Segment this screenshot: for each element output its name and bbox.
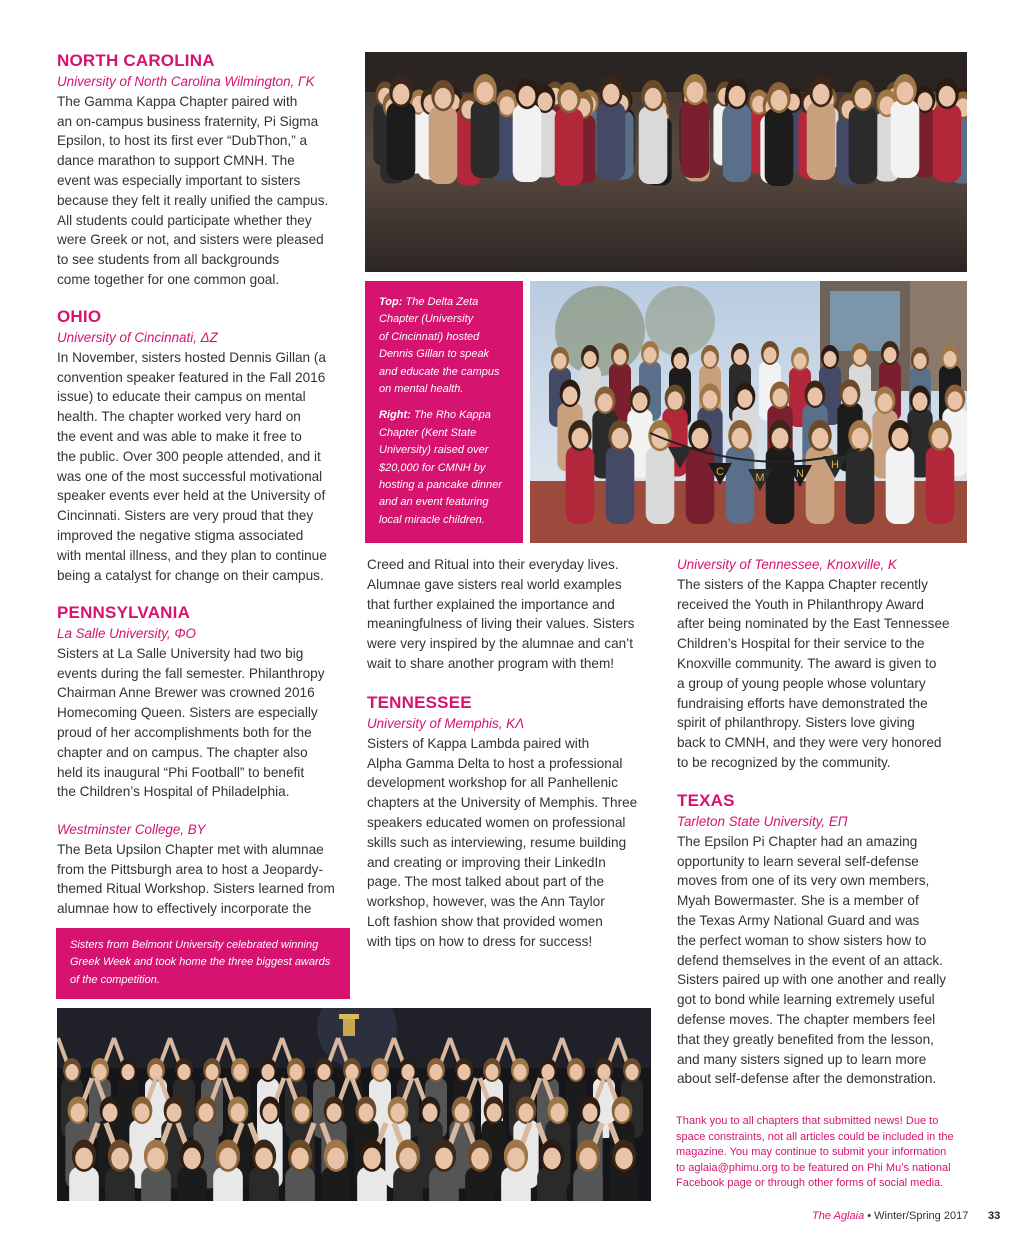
- text-line: page. The most talked about part of the: [367, 874, 605, 890]
- text-line: workshop, however, was the Ann Taylor: [367, 894, 605, 910]
- article-body: [57, 840, 357, 919]
- caption-line: The Delta Zeta: [405, 296, 479, 308]
- text-line: and many sisters signed up to learn more: [677, 1051, 927, 1067]
- text-line: Loft fashion show that provided women: [367, 913, 603, 929]
- text-line: proud of her accomplishments both for the: [57, 724, 312, 740]
- school-name: University of Cincinnati, ΔZ: [57, 330, 218, 345]
- caption-line: on mental health.: [379, 383, 464, 396]
- text-line: the Texas Army National Guard and was: [677, 912, 920, 928]
- text-line: The Gamma Kappa Chapter paired with: [57, 93, 298, 109]
- text-line: with tips on how to dress for success!: [367, 933, 593, 949]
- text-line: to aglaia@phimu.org to be featured on Phi Mu’s national: [676, 1161, 951, 1174]
- text-line: health. The chapter worked very hard on: [57, 409, 301, 425]
- caption-line: $20,000 for CMNH by: [379, 461, 486, 474]
- text-line: Greek Week and took home the three biggest awards: [70, 956, 331, 969]
- text-line: the public. Over 300 people attended, and it: [57, 448, 321, 464]
- page-footer: [812, 1210, 968, 1222]
- article-body: [367, 555, 657, 674]
- text-line: the perfect woman to show sisters how to: [677, 932, 927, 948]
- caption-line: Chapter (Kent State: [379, 426, 477, 439]
- article-body: [677, 575, 977, 773]
- text-line: dance marathon to support CMNH. The: [57, 153, 295, 169]
- text-line: and creating or improving their LinkedIn: [367, 854, 606, 870]
- text-line: convention speaker featured in the Fall 2016: [57, 369, 326, 385]
- text-line: to see students from all backgrounds: [57, 252, 280, 268]
- text-line: spirit of philanthropy. Sisters love giving: [677, 715, 915, 731]
- school-name: University of North Carolina Wilmington, ΓΚ: [57, 74, 315, 89]
- rho-kappa-group-photo: [530, 281, 967, 543]
- text-line: development workshop for all Panhellenic: [367, 775, 618, 791]
- school-name: University of Tennessee, Knoxville, K: [677, 557, 897, 572]
- text-line: chapters at the University of Memphis. Three: [367, 795, 638, 811]
- state-heading: OHIO: [57, 307, 102, 326]
- text-line: that they greatly benefited from the lesson,: [677, 1031, 934, 1047]
- article-body: [367, 734, 657, 952]
- caption-label: Right:: [379, 409, 411, 422]
- caption-line: University) raised over: [379, 444, 489, 457]
- caption-line: Dennis Gillan to speak: [379, 348, 490, 361]
- section-texas: [677, 790, 977, 1089]
- text-line: of the competition.: [70, 973, 160, 986]
- text-line: Creed and Ritual into their everyday lives.: [367, 557, 619, 572]
- text-line: events during the fall semester. Philanthropy: [57, 665, 325, 681]
- text-line: fundraising efforts have demonstrated the: [677, 695, 928, 711]
- text-line: that further explained the importance and: [367, 596, 615, 612]
- text-line: Sisters paired up with one another and really: [677, 972, 947, 988]
- text-line: Knoxville community. The award is given to: [677, 655, 937, 671]
- banner-letter: C: [716, 466, 724, 478]
- belmont-celebration-photo: [57, 1008, 651, 1201]
- text-line: defend themselves in the event of an attack.: [677, 952, 944, 968]
- text-line: improved the negative stigma associated: [57, 527, 304, 543]
- text-line: Alumnae gave sisters real world examples: [367, 576, 622, 592]
- state-heading: NORTH CAROLINA: [57, 51, 215, 70]
- article-body: [57, 92, 357, 290]
- text-line: Facebook page or through other forms of social media.: [676, 1177, 944, 1190]
- text-line: Homecoming Queen. Sisters are especially: [57, 705, 318, 721]
- text-line: to be recognized by the community.: [677, 754, 891, 770]
- text-line: wait to share another program with them!: [367, 655, 615, 671]
- text-line: got to bond while learning extremely useful: [677, 992, 935, 1008]
- page-number: 33: [988, 1210, 1001, 1222]
- belmont-caption: [56, 928, 350, 999]
- caption-line: The Rho Kappa: [413, 409, 491, 422]
- section-north-carolina: [57, 50, 357, 290]
- text-line: about self-defense after the demonstration.: [677, 1071, 937, 1087]
- section-westminster: [57, 820, 357, 919]
- group-photo-illustration: [365, 52, 967, 272]
- photo-caption: [365, 281, 523, 543]
- text-line: Chairman Anne Brewer was crowned 2016: [57, 685, 315, 701]
- magazine-name: The Aglaia: [812, 1210, 865, 1222]
- text-line: held its inaugural “Phi Football” to benefit: [57, 764, 305, 780]
- text-line: Sisters of Kappa Lambda paired with: [367, 735, 590, 751]
- text-line: Sisters at La Salle University had two big: [57, 645, 304, 661]
- delta-zeta-group-photo: [365, 52, 967, 272]
- text-line: moves from one of its very own members,: [677, 873, 930, 889]
- text-line: The Epsilon Pi Chapter had an amazing: [677, 833, 918, 849]
- section-ohio: [57, 306, 357, 585]
- text-line: the Children’s Hospital of Philadelphia.: [57, 784, 290, 800]
- caption-line: of Cincinnati) hosted: [379, 330, 480, 343]
- section-tennessee: [367, 692, 657, 952]
- text-line: Sisters from Belmont University celebrated winning: [70, 939, 319, 951]
- article-body: [677, 832, 977, 1089]
- text-line: come together for one common goal.: [57, 271, 280, 287]
- text-line: received the Youth in Philanthropy Award: [677, 596, 924, 612]
- thank-you-note: [676, 1114, 976, 1192]
- text-line: a group of young people whose voluntary: [677, 675, 926, 691]
- text-line: speaker events ever held at the University of: [57, 488, 326, 504]
- text-line: In November, sisters hosted Dennis Gillan (a: [57, 349, 326, 365]
- text-line: opportunity to learn several self-defense: [677, 853, 919, 869]
- text-line: event was especially important to sisters: [57, 172, 301, 188]
- banner-letter: N: [796, 468, 804, 480]
- school-name: University of Memphis, KΛ: [367, 716, 525, 731]
- text-line: The Beta Upsilon Chapter met with alumnae: [57, 841, 324, 857]
- text-line: Cincinnati. Sisters are very proud that they: [57, 508, 314, 524]
- text-line: back to CMNH, and they were very honored: [677, 735, 942, 751]
- state-heading: TENNESSEE: [367, 693, 472, 712]
- banner-letter: M: [755, 472, 765, 484]
- text-line: with mental illness, and they plan to continue: [57, 547, 327, 563]
- text-line: chapter and on campus. The chapter also: [57, 744, 308, 760]
- caption-line: and an event featuring: [379, 496, 489, 509]
- section-pennsylvania: [57, 602, 357, 802]
- state-heading: PENNSYLVANIA: [57, 603, 191, 622]
- issue-name: Winter/Spring 2017: [874, 1210, 969, 1222]
- text-line: speakers educated women on professional: [367, 814, 626, 830]
- section-westminster-continued: [367, 555, 657, 674]
- text-line: issue) to educate their campus on mental: [57, 389, 306, 405]
- text-line: were very inspired by the alumnae and can’t: [367, 636, 633, 652]
- school-name: Tarleton State University, EΠ: [677, 814, 848, 829]
- text-line: themed Ritual Workshop. Sisters learned from: [57, 881, 335, 897]
- text-line: magazine. You may continue to submit your information: [676, 1146, 947, 1159]
- article-body: [57, 644, 357, 802]
- text-line: space constraints, not all articles could be included in the: [676, 1130, 954, 1143]
- text-line: meaningfulness of living their values. Sisters: [367, 616, 635, 632]
- text-line: The sisters of the Kappa Chapter recently: [677, 576, 928, 592]
- text-line: an on-campus business fraternity, Pi Sigma: [57, 113, 319, 129]
- school-name: Westminster College, BY: [57, 822, 206, 837]
- text-line: because they felt it really unified the campus.: [57, 192, 329, 208]
- text-line: being a catalyst for change on their campus.: [57, 567, 324, 583]
- text-line: Alpha Gamma Delta to host a professional: [367, 755, 623, 771]
- article-body: [57, 348, 357, 586]
- text-line: after being nominated by the East Tennessee: [677, 616, 950, 632]
- crowd-photo-illustration: [57, 1008, 651, 1201]
- banner-letter: H: [831, 459, 839, 471]
- caption-top: [379, 294, 515, 398]
- text-line: the event and was able to make it free to: [57, 428, 302, 444]
- text-line: from the Pittsburgh area to host a Jeopardy-: [57, 861, 323, 877]
- text-line: Children’s Hospital for their service to the: [677, 636, 925, 652]
- text-line: Thank you to all chapters that submitted news! Due to: [676, 1115, 939, 1127]
- caption-line: Chapter (University: [379, 313, 474, 326]
- school-name: La Salle University, ΦO: [57, 626, 196, 641]
- section-knoxville: [677, 555, 977, 773]
- state-heading: TEXAS: [677, 791, 735, 810]
- text-line: alumnae how to effectively incorporate the: [57, 901, 312, 917]
- text-line: were Greek or not, and sisters were pleased: [57, 232, 324, 248]
- text-line: Epsilon, to host its first ever “DubThon,” a: [57, 133, 308, 149]
- footer-separator: •: [864, 1210, 875, 1222]
- text-line: Myah Bowermaster. She is a member of: [677, 893, 919, 909]
- caption-label: Top:: [379, 296, 403, 308]
- caption-right: [379, 407, 515, 529]
- caption-line: local miracle children.: [379, 513, 485, 526]
- text-line: All students could participate whether they: [57, 212, 312, 228]
- text-line: was one of the most successful motivational: [57, 468, 323, 484]
- text-line: skills such as interviewing, resume building: [367, 834, 627, 850]
- outdoor-photo-illustration: [530, 281, 967, 543]
- caption-line: and educate the campus: [379, 365, 500, 378]
- caption-line: hosting a pancake dinner: [379, 479, 502, 492]
- text-line: defense moves. The chapter members feel: [677, 1011, 936, 1027]
